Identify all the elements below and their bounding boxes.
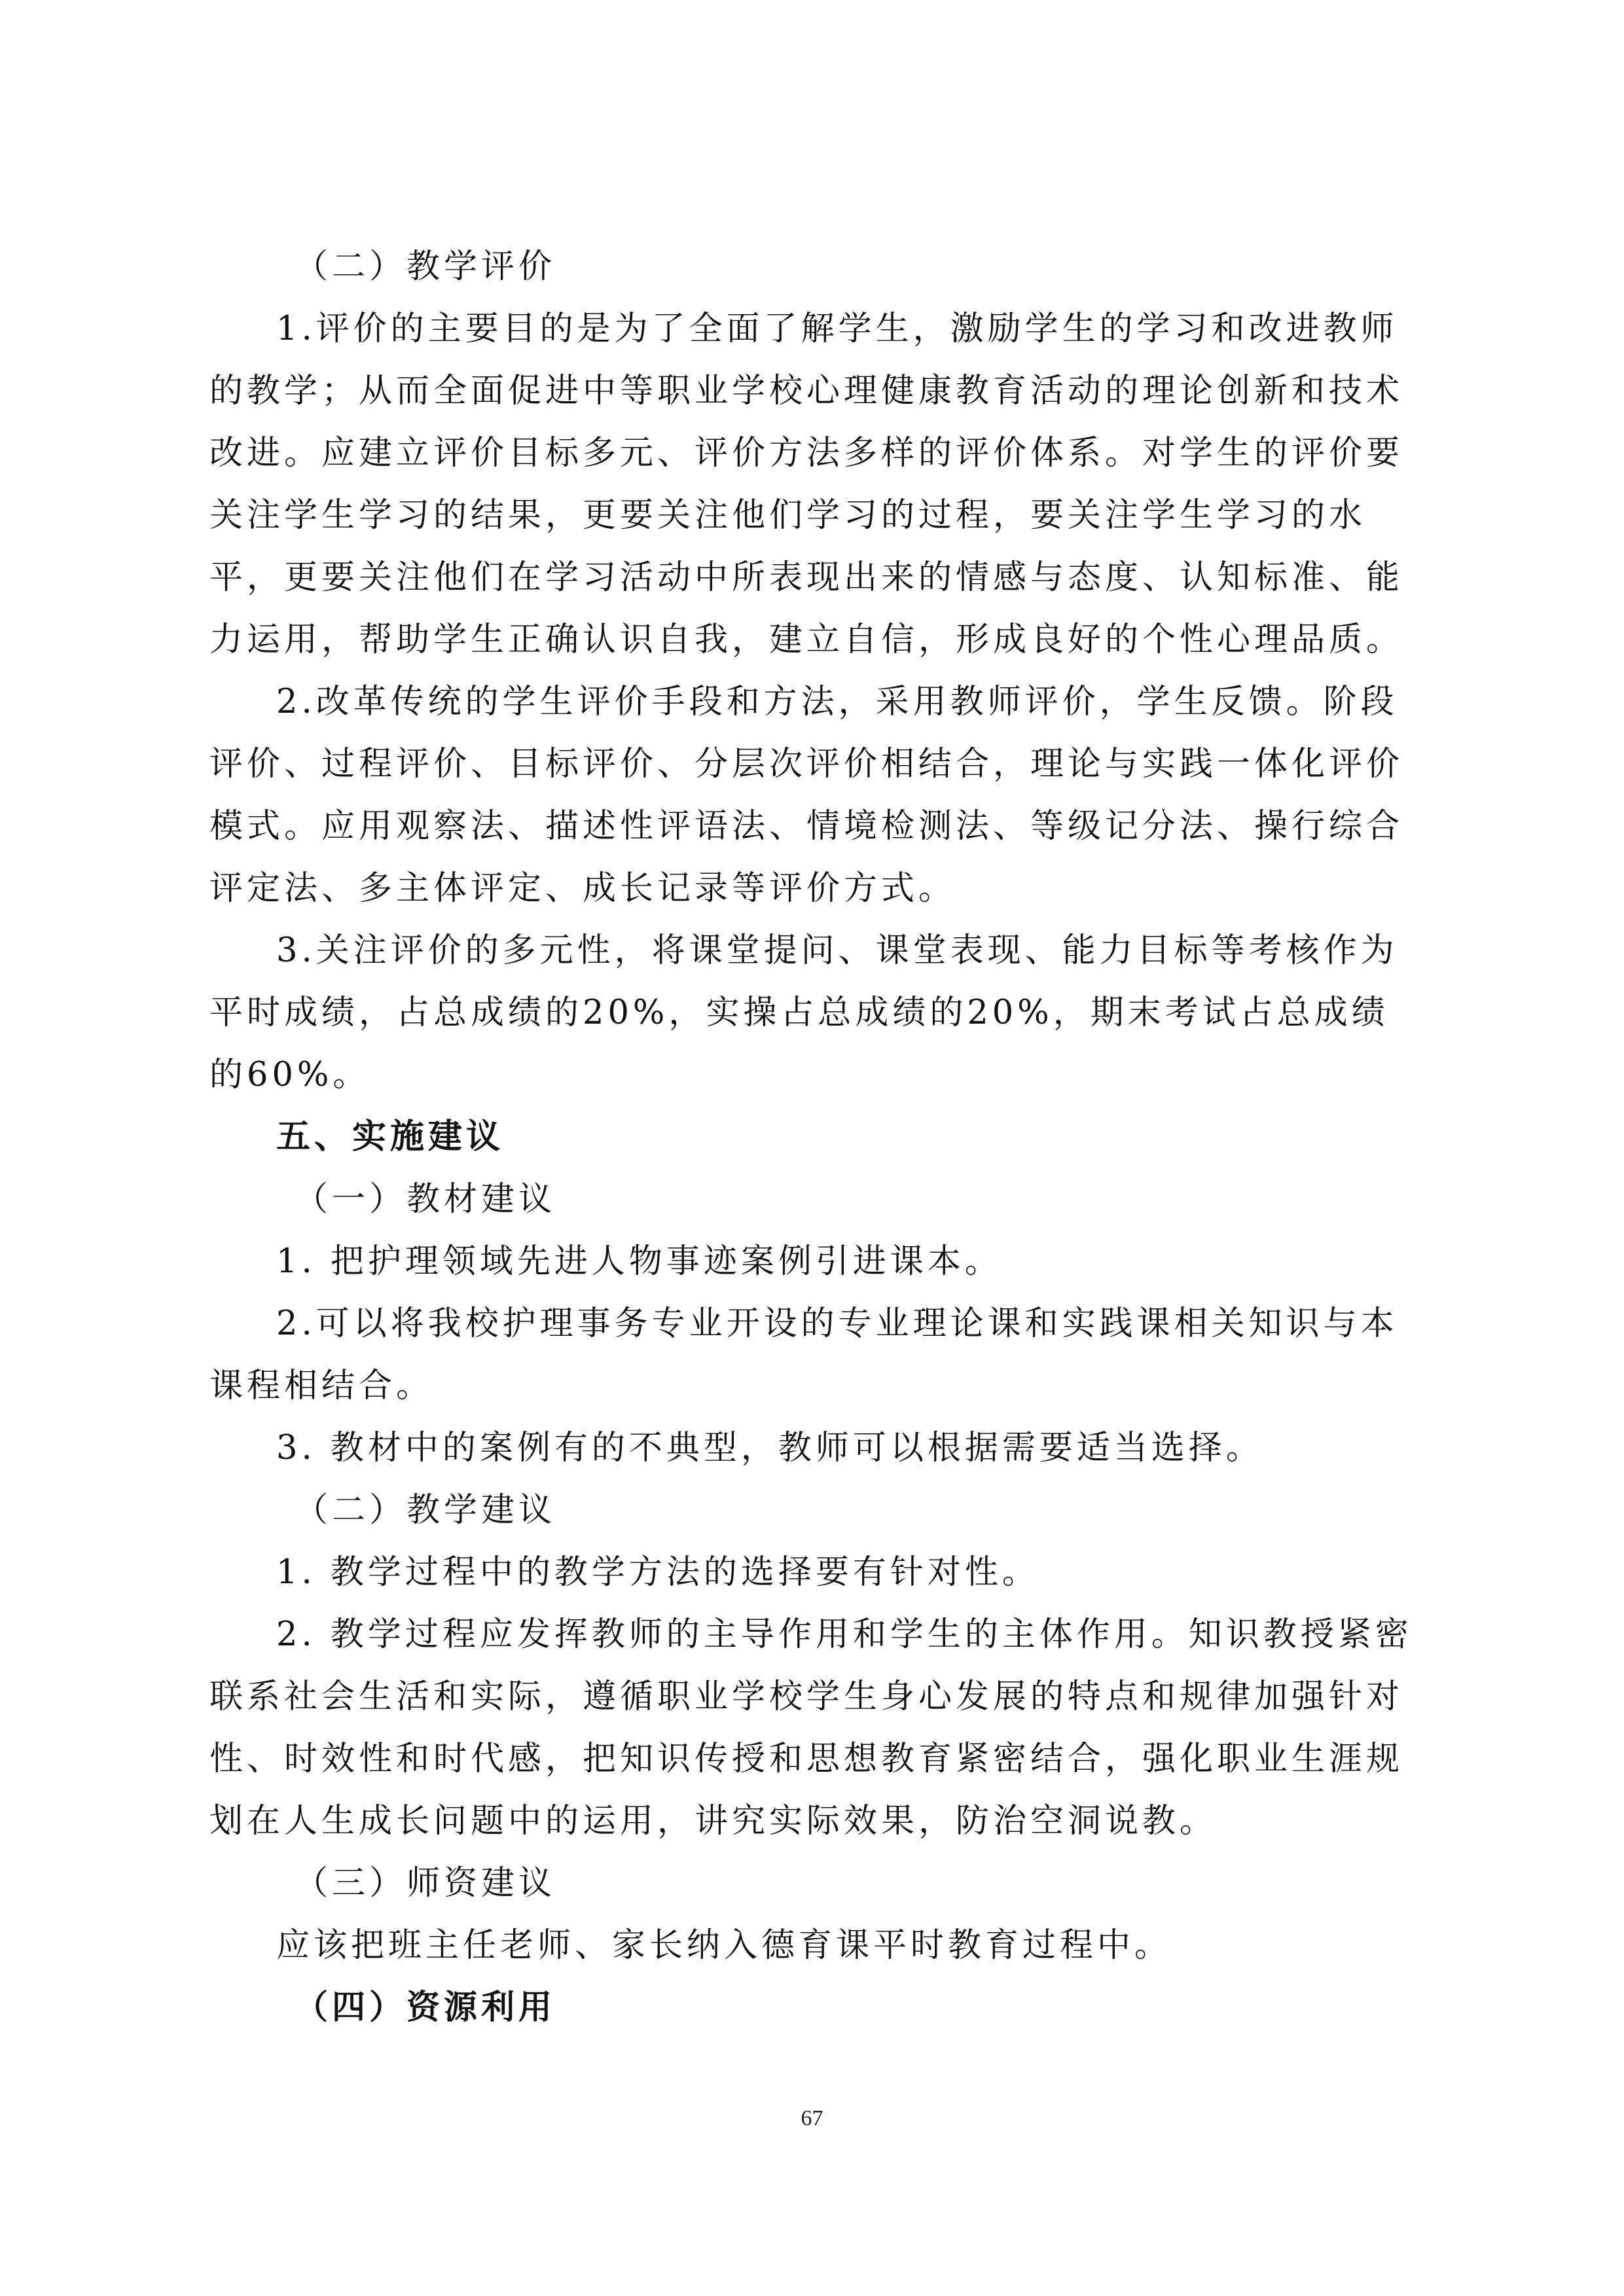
paragraph-teaching-item-2: 2. 教学过程应发挥教师的主导作用和学生的主体作用。知识教授紧密联系社会生活和实际，遵循职业学校学生身心发展的特点和规律加强针对性、时效性和时代感，把知识传授和思想教育紧密结合，强化职业生涯规划在人生成长问题中的运用，讲究实际效果，防治空洞说教。 [209, 1615, 1413, 1840]
paragraph-faculty: 应该把班主任老师、家长纳入德育课平时教育过程中。 [276, 1926, 1172, 1965]
paragraph-textbook-item-1: 1. 把护理领域先进人物事迹案例引进课本。 [276, 1242, 1002, 1281]
section-heading-resource-use: （四）资源利用 [295, 1988, 556, 2027]
chapter-heading-implementation: 五、实施建议 [276, 1117, 505, 1157]
section-heading-faculty-suggestions: （三）师资建议 [295, 1864, 556, 1903]
paragraph-evaluation-purpose: 1.评价的主要目的是为了全面了解学生，激励学生的学习和改进教师的教学；从而全面促进中等职业学校心理健康教育活动的理论创新和技术改进。应建立评价目标多元、评价方法多样的评价体系。对学生的评价要关注学生学习的结果，更要关注他们学习的过程，要关注学生学习的水平，更要关注他们在学习活动中所表现出来的情感与态度、认知标准、能力运用，帮助学生正确认识自我，建立自信，形成良好的个性心理品质。 [209, 310, 1404, 659]
section-heading-teaching-suggestions: （二）教学建议 [295, 1491, 556, 1530]
section-heading-textbook-suggestions: （一）教材建议 [295, 1180, 556, 1219]
section-heading-teaching-evaluation: （二）教学评价 [295, 247, 556, 286]
page-body [209, 236, 1414, 2039]
paragraph-teaching-item-1: 1. 教学过程中的教学方法的选择要有针对性。 [276, 1553, 1039, 1592]
page-number: 67 [801, 2106, 823, 2130]
paragraph-evaluation-reform: 2.改革传统的学生评价手段和方法，采用教师评价，学生反馈。阶段评价、过程评价、目标评价、分层次评价相结合，理论与实践一体化评价模式。应用观察法、描述性评语法、情境检测法、等级记分法、操行综合评定法、多主体评定、成长记录等评价方式。 [209, 683, 1404, 908]
paragraph-textbook-item-3: 3. 教材中的案例有的不典型，教师可以根据需要适当选择。 [276, 1429, 1263, 1467]
paragraph-evaluation-diversity: 3.关注评价的多元性，将课堂提问、课堂表现、能力目标等考核作为平时成绩，占总成绩的20%，实操占总成绩的20%，期末考试占总成绩的60%。 [209, 931, 1398, 1094]
paragraph-textbook-item-2: 2.可以将我校护理事务专业开设的专业理论课和实践课相关知识与本课程相结合。 [209, 1304, 1398, 1405]
